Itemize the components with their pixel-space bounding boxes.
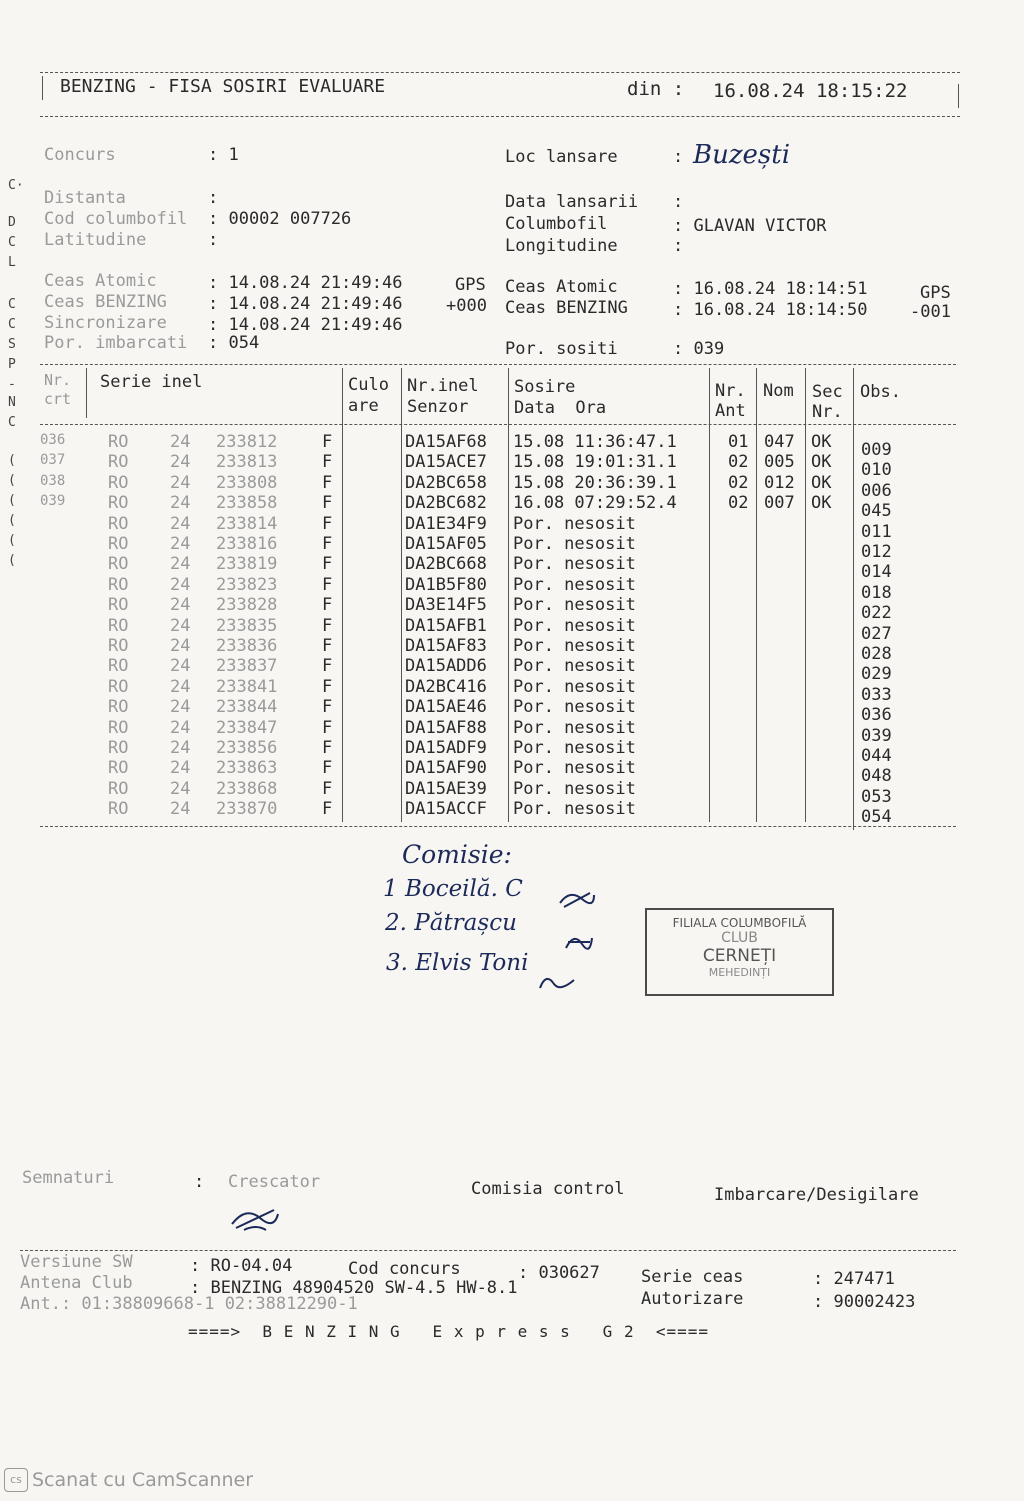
cell-nom: 047 [764,432,795,452]
cell-sosire: Por. nesosit [513,676,636,697]
cell-sosire: Por. nesosit [513,513,636,534]
cell-sex: F [322,697,333,718]
document-title: BENZING - FISA SOSIRI EVALUARE [60,76,386,97]
value-sincronizare: : 14.08.24 21:49:46 [208,315,403,335]
th-sosire: Sosire [514,377,576,397]
col-sep-3 [401,368,402,822]
cell-sosire: Por. nesosit [513,717,636,738]
cell-obs: 029 [861,664,892,685]
cell-an: 24 [170,778,191,799]
footer-brand-line: ====> B E N Z I N G E x p r e s s G 2 <==== [188,1322,710,1341]
cell-ant: 02 [728,452,749,473]
cell-obs: 044 [861,746,892,766]
cell-sex: F [322,493,333,514]
cell-tara: RO [108,778,129,799]
th-data-ora: Data Ora [514,398,607,418]
cell-an: 24 [170,738,191,758]
cell-obs: 010 [861,460,892,481]
cell-an: 24 [170,452,191,473]
value-ceas-benzing-right: : 16.08.24 18:14:50 [673,300,868,320]
cell-sosire: Por. nesosit [513,778,636,799]
footer-cod-concurs-label: Cod concurs [348,1259,461,1279]
handwritten-launch-site: Buzești [693,140,791,170]
cell-obs: 028 [861,644,892,664]
cell-senzor: DA15AF68 [405,432,487,452]
cell-senzor: DA2BC416 [405,676,487,697]
cell-sex: F [322,758,333,779]
cell-inel: 233816 [216,534,278,554]
cell-sosire: Por. nesosit [513,554,636,575]
cell-nom: 012 [764,472,795,493]
cell-senzor: DA15AF83 [405,636,487,656]
cell-sosire: Por. nesosit [513,738,636,758]
cell-tara: RO [108,554,129,575]
value-columbofil: : GLAVAN VICTOR [673,216,827,236]
th-sec-1: Sec [812,382,843,402]
cell-obs: 033 [861,684,892,705]
th-nr: Nr. [44,371,72,389]
cell-senzor: DA2BC658 [405,472,487,493]
table-header-rule [40,424,956,425]
cell-tara: RO [108,432,129,452]
cell-tara: RO [108,534,129,554]
cell-an: 24 [170,697,191,718]
cell-sex: F [322,636,333,656]
club-stamp [645,908,834,996]
th-serie-inel: Serie inel [100,372,203,392]
suffix-ceas-benzing-left: +000 [446,296,487,316]
footer-versiune-value: : RO-04.04 [190,1256,293,1276]
header-bottom-rule [40,116,960,117]
cell-sosire: Por. nesosit [513,595,636,616]
cell-obs: 018 [861,582,892,603]
sig-colon: : [194,1172,205,1192]
col-sep-6 [756,368,757,822]
stamp-line-2: CLUB [721,930,758,946]
cell-an: 24 [170,534,191,554]
cell-senzor: DA15ACCF [405,799,487,820]
col-sep-7 [805,368,806,822]
value-cod-columbofil: : 00002 007726 [208,209,352,229]
cell-tara: RO [108,615,129,636]
cell-obs: 053 [861,786,892,807]
cell-obs: 012 [861,542,892,562]
cell-senzor: DA2BC682 [405,493,487,514]
cell-senzor: DA15AFB1 [405,615,487,636]
cell-tara: RO [108,738,129,758]
col-sep-4 [508,368,509,822]
cell-sex: F [322,452,333,473]
value-concurs: : 1 [208,145,239,165]
cell-senzor: DA15ADF9 [405,738,487,758]
cell-sex: F [322,513,333,534]
cell-sec: OK [811,432,832,452]
cell-an: 24 [170,432,191,452]
commission-member-1: 1 Boceilă. C [383,876,523,902]
cell-sosire: Por. nesosit [513,574,636,595]
label-imbarcare: Imbarcare/Desigilare [714,1185,919,1205]
cell-tara: RO [108,472,129,493]
cell-an: 24 [170,493,191,514]
cell-sosire: Por. nesosit [513,534,636,554]
cell-sex: F [322,799,333,820]
footer-versiune-label: Versiune SW [20,1252,133,1272]
footer-autorizare-label: Autorizare [641,1289,744,1309]
cell-inel: 233812 [216,432,278,452]
cell-nom: 005 [764,452,795,473]
th-culoare-1: Culo [348,375,389,395]
label-columbofil: Columbofil [505,214,608,234]
cell-obs: 006 [861,480,892,501]
cell-inel: 233858 [216,493,278,514]
cell-ant: 01 [728,432,749,452]
cell-sosire: Por. nesosit [513,615,636,636]
signature-scribble-3 [536,970,578,994]
cell-sosire: Por. nesosit [513,799,636,820]
value-loc-lansare: : [673,147,684,167]
cell-sec: OK [811,452,832,473]
cell-obs: 011 [861,521,892,542]
cell-sec: OK [811,472,832,493]
cell-inel: 233823 [216,574,278,595]
cell-sosire: Por. nesosit [513,697,636,718]
cell-sex: F [322,615,333,636]
cell-tara: RO [108,513,129,534]
commission-heading: Comisie: [402,840,512,869]
cell-senzor: DA1E34F9 [405,513,487,534]
value-ceas-benzing-left: : 14.08.24 21:49:46 [208,294,403,314]
cell-senzor: DA2BC668 [405,554,487,575]
cell-nr: 038 [40,472,66,489]
cell-an: 24 [170,554,191,575]
cell-nom: 007 [764,493,795,514]
cell-tara: RO [108,758,129,779]
camscanner-logo-icon: cs [4,1468,28,1492]
label-sincronizare: Sincronizare [44,313,167,333]
cell-tara: RO [108,697,129,718]
cell-inel: 233844 [216,697,278,718]
label-comisia-control: Comisia control [471,1179,625,1199]
cell-senzor: DA3E14F5 [405,595,487,616]
cell-tara: RO [108,636,129,656]
th-culoare-2: are [348,396,379,416]
th-nom: Nom [763,381,794,401]
th-nr-inel: Nr.inel [407,376,479,396]
cell-nr: 037 [40,452,66,469]
label-cod-columbofil: Cod columbofil [44,209,188,229]
header-left-border [42,76,43,100]
print-date-value: 16.08.24 18:15:22 [713,80,908,102]
cell-inel: 233863 [216,758,278,779]
value-ceas-atomic-left: : 14.08.24 21:49:46 [208,273,403,293]
cell-obs: 039 [861,725,892,746]
cell-inel: 233868 [216,778,278,799]
cell-senzor: DA15AF90 [405,758,487,779]
cell-obs: 036 [861,705,892,726]
cell-sec: OK [811,493,832,514]
cell-inel: 233837 [216,656,278,677]
value-ceas-atomic-right: : 16.08.24 18:14:51 [673,279,868,299]
cell-an: 24 [170,676,191,697]
footer-serie-ceas-value: : 247471 [813,1269,895,1289]
cell-sex: F [322,595,333,616]
cell-an: 24 [170,799,191,820]
cell-obs: 027 [861,623,892,644]
th-nr-ant-2: Ant [715,401,746,421]
cell-an: 24 [170,574,191,595]
signature-scribble-2 [562,928,594,954]
cell-inel: 233835 [216,615,278,636]
cell-sex: F [322,534,333,554]
cell-inel: 233841 [216,676,278,697]
cell-inel: 233847 [216,717,278,738]
label-semnaturi: Semnaturi [22,1168,115,1188]
cell-tara: RO [108,656,129,677]
signature-scribble-1 [556,885,596,915]
cell-ant: 02 [728,493,749,514]
cell-inel: 233856 [216,738,278,758]
cell-inel: 233819 [216,554,278,575]
cell-sex: F [322,574,333,595]
label-concurs: Concurs [44,145,116,165]
footer-cod-concurs-value: : 030627 [518,1263,600,1283]
cell-senzor: DA15AE39 [405,778,487,799]
cell-nr: 039 [40,493,66,510]
cell-an: 24 [170,656,191,677]
cell-sosire: 15.08 20:36:39.1 [513,472,677,493]
cell-tara: RO [108,799,129,820]
cell-an: 24 [170,472,191,493]
cell-sosire: Por. nesosit [513,636,636,656]
col-sep-2 [342,368,343,822]
cell-an: 24 [170,717,191,738]
cell-sex: F [322,778,333,799]
th-senzor: Senzor [407,397,469,417]
label-crescator: Crescator [228,1172,321,1192]
cell-sosire: 15.08 19:01:31.1 [513,452,677,473]
cell-ant: 02 [728,472,749,493]
value-longitudine: : [673,236,684,256]
table-bottom-rule [40,826,956,827]
cell-an: 24 [170,636,191,656]
th-crt: crt [44,390,72,408]
cell-sex: F [322,717,333,738]
cell-senzor: DA15AF88 [405,717,487,738]
label-distanta: Distanta [44,188,126,208]
cell-senzor: DA1B5F80 [405,574,487,595]
crescator-signature [226,1200,282,1234]
value-por-imbarcati: : 054 [208,333,260,353]
cell-obs: 054 [861,807,892,828]
value-latitudine: : [208,230,219,250]
stamp-line-3: CERNEȚI [702,946,777,966]
cell-senzor: DA15AF05 [405,534,487,554]
cell-sosire: 15.08 11:36:47.1 [513,432,677,452]
label-loc-lansare: Loc lansare [505,147,618,167]
label-latitudine: Latitudine [44,230,147,250]
footer-antena-label: Antena Club [20,1273,133,1293]
cell-senzor: DA15AE46 [405,697,487,718]
commission-member-2: 2. Pătrașcu [385,910,517,936]
cell-sex: F [322,554,333,575]
cell-an: 24 [170,595,191,616]
col-sep-1 [86,368,87,418]
label-longitudine: Longitudine [505,236,618,256]
cell-inel: 233828 [216,595,278,616]
cell-sex: F [322,472,333,493]
value-por-sositi: : 039 [673,339,725,359]
cell-obs: 048 [861,766,892,787]
th-nr-ant-1: Nr. [715,381,746,401]
label-data-lansarii: Data lansarii [505,192,639,212]
cell-sex: F [322,738,333,758]
cell-obs: 009 [861,440,892,460]
cell-sex: F [322,432,333,452]
cell-inel: 233808 [216,472,278,493]
print-date-label: din : [627,78,685,100]
cell-obs: 022 [861,603,892,624]
cell-inel: 233836 [216,636,278,656]
label-ceas-atomic-left: Ceas Atomic [44,271,157,291]
cell-tara: RO [108,717,129,738]
footer-ant-line: Ant.: 01:38809668-1 02:38812290-1 [20,1294,358,1314]
col-sep-5 [709,368,710,822]
cell-tara: RO [108,595,129,616]
label-por-sositi: Por. sositi [505,339,618,359]
header-right-border [958,84,959,108]
cell-tara: RO [108,574,129,595]
suffix-ceas-atomic-left: GPS [455,275,486,295]
cell-obs: 014 [861,562,892,583]
camscanner-text: Scanat cu CamScanner [32,1469,254,1491]
cell-sosire: Por. nesosit [513,758,636,779]
cell-inel: 233813 [216,452,278,473]
cell-sosire: 16.08 07:29:52.4 [513,493,677,514]
suffix-ceas-atomic-right: GPS [920,283,951,303]
footer-rule [20,1250,956,1251]
th-sec-2: Nr. [812,402,843,422]
stamp-line-1: FILIALA COLUMBOFILĂ [672,916,807,930]
col-sep-8 [853,368,854,830]
label-ceas-benzing-right: Ceas BENZING [505,298,628,318]
suffix-ceas-benzing-right: -001 [910,302,951,322]
label-ceas-benzing-left: Ceas BENZING [44,292,167,312]
cell-tara: RO [108,452,129,473]
label-ceas-atomic-right: Ceas Atomic [505,277,618,297]
footer-antena-value: : BENZING 48904520 SW-4.5 HW-8.1 [190,1278,518,1298]
cell-obs: 045 [861,501,892,522]
cell-senzor: DA15ACE7 [405,452,487,473]
label-por-imbarcati: Por. imbarcati [44,333,188,353]
cell-nr: 036 [40,432,66,448]
cell-an: 24 [170,513,191,534]
cell-tara: RO [108,676,129,697]
value-distanta: : [208,188,219,208]
scanner-watermark [4,1468,253,1492]
footer-autorizare-value: : 90002423 [813,1292,916,1312]
cell-an: 24 [170,615,191,636]
cell-an: 24 [170,758,191,779]
cell-senzor: DA15ADD6 [405,656,487,677]
cell-sosire: Por. nesosit [513,656,636,677]
cell-tara: RO [108,493,129,514]
th-obs: Obs. [860,382,901,402]
commission-member-3: 3. Elvis Toni [386,950,529,976]
cell-inel: 233870 [216,799,278,820]
table-top-rule [40,364,956,365]
stamp-line-4: MEHEDINȚI [708,966,771,979]
cell-sex: F [322,656,333,677]
footer-serie-ceas-label: Serie ceas [641,1267,744,1287]
header-top-rule [40,72,960,73]
cell-sex: F [322,676,333,697]
value-data-lansarii: : [673,192,684,212]
cell-inel: 233814 [216,513,278,534]
